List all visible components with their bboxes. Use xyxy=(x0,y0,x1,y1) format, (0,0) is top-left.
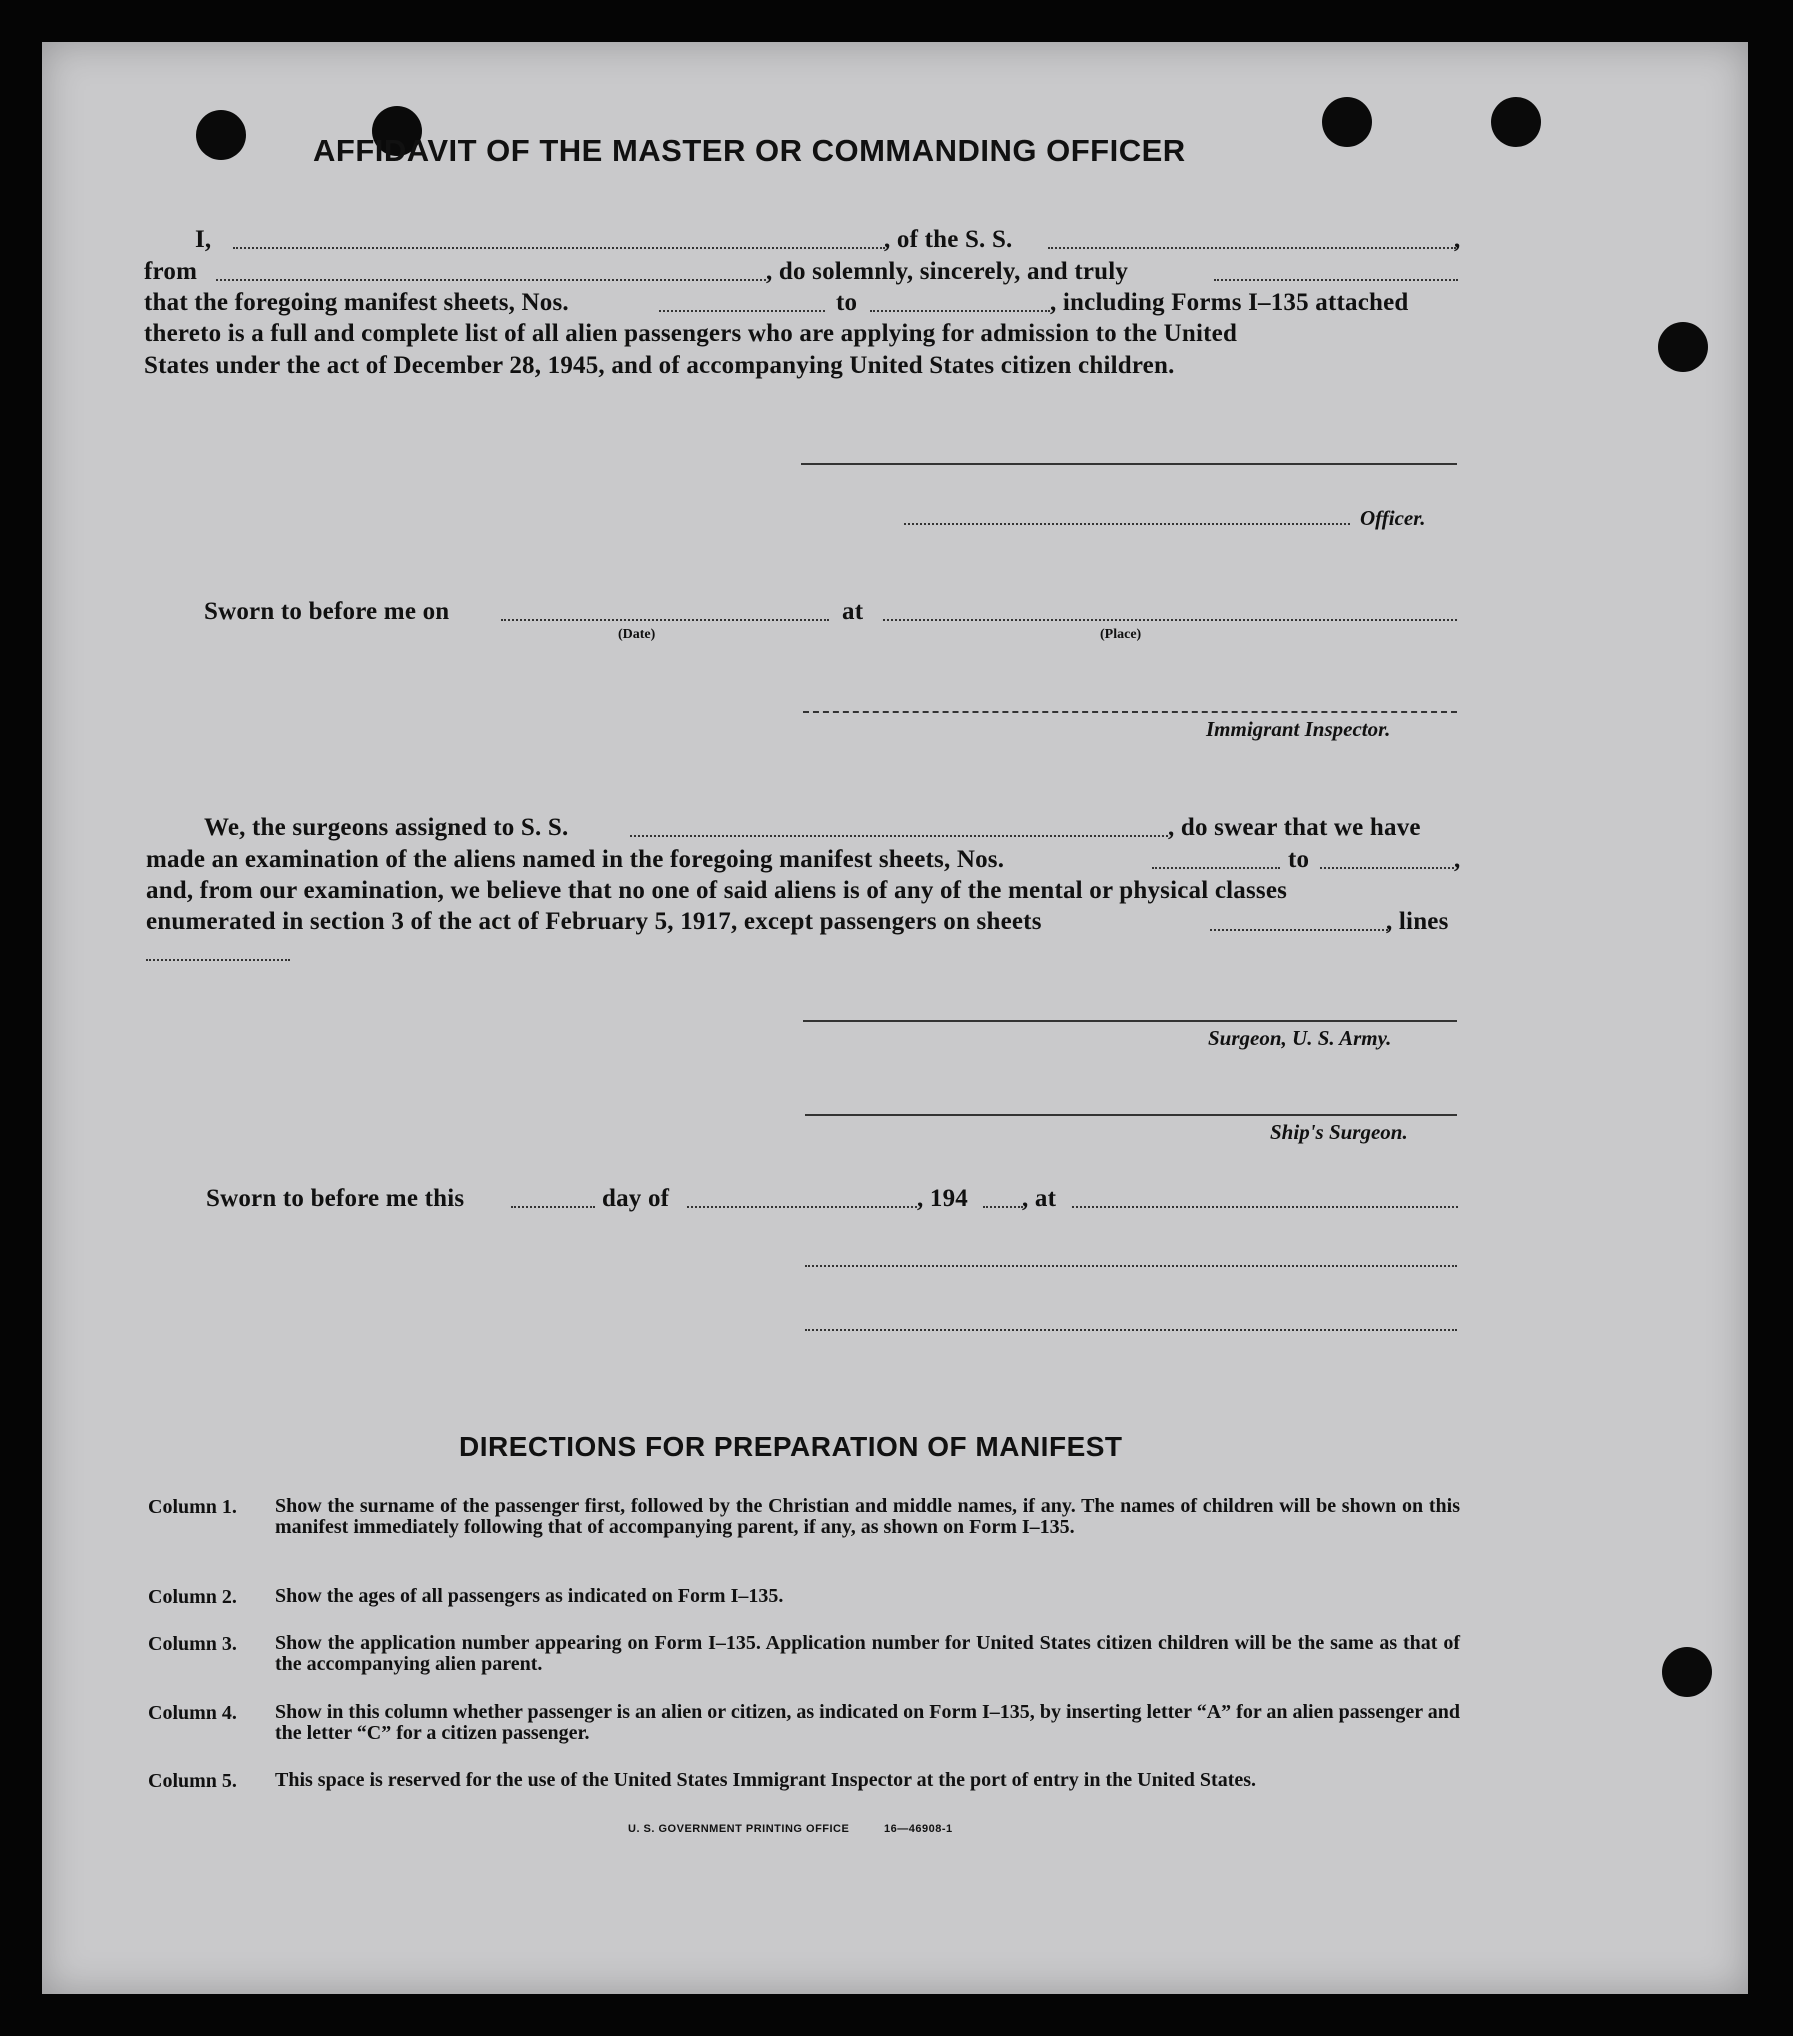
sworn-at-text: , at xyxy=(1022,1185,1057,1212)
inspector-label: Immigrant Inspector. xyxy=(1206,717,1391,741)
surgeons-text-4a: enumerated in section 3 of the act of February 5, 1917, except passengers on sheets xyxy=(146,908,1042,935)
punch-hole xyxy=(196,110,246,160)
sworn-place-field[interactable] xyxy=(883,619,1457,621)
affidavit-title: AFFIDAVIT OF THE MASTER OR COMMANDING OFFICER xyxy=(313,133,1186,168)
text-line5: States under the act of December 28, 1945, and of accompanying United States citizen children. xyxy=(144,352,1175,379)
column-2-text: Show the ages of all passengers as indicated on Form I–135. xyxy=(275,1585,784,1607)
text-line4: thereto is a full and complete list of all alien passengers who are applying for admission to the United xyxy=(144,320,1238,347)
column-5-label: Column 5. xyxy=(148,1770,237,1792)
from-port-field[interactable] xyxy=(216,279,766,281)
text-including: , including Forms I–135 attached xyxy=(1050,289,1409,316)
surgeons-text-4b: , lines xyxy=(1386,908,1449,935)
except-sheets-field[interactable] xyxy=(1210,929,1388,931)
except-lines-field[interactable] xyxy=(146,959,290,961)
surgeon-sheet-to-field[interactable] xyxy=(1320,867,1454,869)
date-caption: (Date) xyxy=(618,627,656,642)
column-1-text: Show the surname of the passenger first, followed by the Christian and middle names, if any. The names of children will be shown on this manifest immediately following that of accompanying parent, if any, as shown on Form I–135. xyxy=(275,1495,1460,1538)
inspector-signature-line[interactable] xyxy=(803,711,1457,713)
text-comma: , xyxy=(1454,226,1461,253)
column-4-label: Column 4. xyxy=(148,1702,237,1724)
surgeon-sheet-from-field[interactable] xyxy=(1152,867,1280,869)
sworn-day-field[interactable] xyxy=(511,1206,595,1208)
surgeons-text-3: and, from our examination, we believe that no one of said aliens is of any of the mental or physical classes xyxy=(146,877,1288,904)
punch-hole xyxy=(1658,322,1708,372)
text-of-ss: , of the S. S. xyxy=(884,226,1013,253)
text-to: to xyxy=(836,289,858,316)
sworn-year-field[interactable] xyxy=(983,1206,1023,1208)
text-at: at xyxy=(842,598,864,625)
army-surgeon-signature-line[interactable] xyxy=(803,1020,1457,1022)
surgeons-text-1a: We, the surgeons assigned to S. S. xyxy=(204,814,569,841)
officer-title-field[interactable] xyxy=(904,523,1350,525)
ship-surgeon-label: Ship's Surgeon. xyxy=(1270,1120,1408,1144)
sworn-on-text: Sworn to before me on xyxy=(204,598,450,625)
official-signature-line[interactable] xyxy=(805,1265,1457,1267)
official-title-line[interactable] xyxy=(805,1329,1457,1331)
master-name-field[interactable] xyxy=(233,247,885,249)
officer-label: Officer. xyxy=(1360,506,1426,530)
manifest-to-field[interactable] xyxy=(870,310,1050,312)
day-of-text: day of xyxy=(602,1185,670,1212)
printer-imprint: U. S. GOVERNMENT PRINTING OFFICE xyxy=(628,1823,850,1835)
column-5-text: This space is reserved for the use of the United States Immigrant Inspector at the port of entry in the United States. xyxy=(275,1769,1257,1791)
column-2-label: Column 2. xyxy=(148,1586,237,1608)
text-from: from xyxy=(144,258,198,285)
form-code: 16—46908-1 xyxy=(884,1823,953,1835)
column-4-text: Show in this column whether passenger is an alien or citizen, as indicated on Form I–135, by inserting letter “A” for an alien passenger and the letter “C” for a citizen passenger. xyxy=(275,1701,1460,1744)
punch-hole xyxy=(1322,97,1372,147)
text-swear: , do solemnly, sincerely, and truly xyxy=(766,258,1129,285)
surgeons-text-1b: , do swear that we have xyxy=(1168,814,1421,841)
sworn-month-field[interactable] xyxy=(687,1206,917,1208)
surgeons-text-2c: , xyxy=(1454,846,1461,873)
ship-surgeon-signature-line[interactable] xyxy=(805,1114,1457,1116)
column-3-label: Column 3. xyxy=(148,1633,237,1655)
year-text: , 194 xyxy=(917,1185,968,1212)
punch-hole xyxy=(1662,1647,1712,1697)
ship-name-field[interactable] xyxy=(1048,247,1456,249)
surgeons-text-2a: made an examination of the aliens named in the foregoing manifest sheets, Nos. xyxy=(146,846,1005,873)
army-surgeon-label: Surgeon, U. S. Army. xyxy=(1208,1026,1392,1050)
declaration-field[interactable] xyxy=(1214,279,1458,281)
column-3-text: Show the application number appearing on Form I–135. Application number for United States citizen children will be the same as that of the accompanying alien parent. xyxy=(275,1632,1460,1675)
sworn2-place-field[interactable] xyxy=(1072,1206,1458,1208)
column-1-label: Column 1. xyxy=(148,1496,237,1518)
text-i: I, xyxy=(195,226,212,253)
sworn-date-field[interactable] xyxy=(501,619,829,621)
officer-signature-line[interactable] xyxy=(801,463,1457,465)
sworn-this-text: Sworn to before me this xyxy=(206,1185,465,1212)
surgeon-ship-field[interactable] xyxy=(630,835,1168,837)
punch-hole xyxy=(1491,97,1541,147)
place-caption: (Place) xyxy=(1100,627,1142,642)
directions-title: DIRECTIONS FOR PREPARATION OF MANIFEST xyxy=(459,1431,1123,1462)
surgeons-text-2b: to xyxy=(1288,846,1310,873)
text-manifest: that the foregoing manifest sheets, Nos. xyxy=(144,289,569,316)
manifest-from-field[interactable] xyxy=(659,310,825,312)
